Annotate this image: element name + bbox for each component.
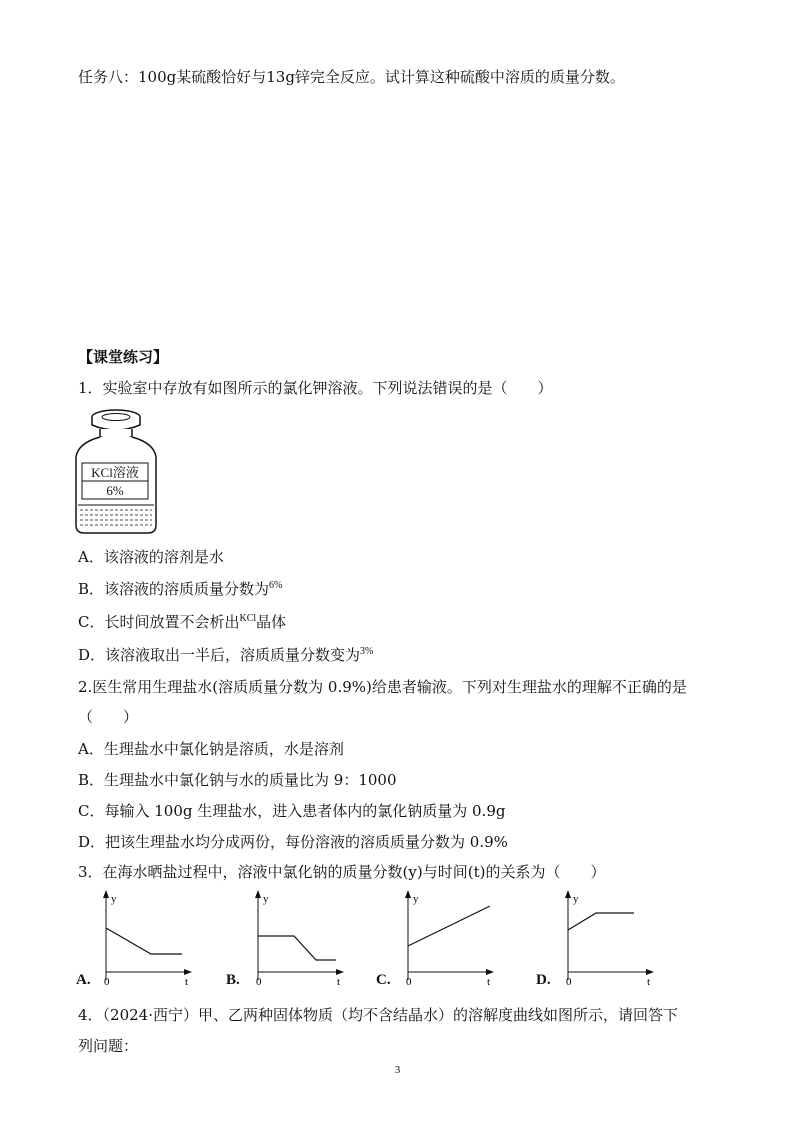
graph-b xyxy=(248,888,348,988)
bottle-label-percent: 6% xyxy=(106,483,124,498)
graph-c-label: C. xyxy=(376,972,391,988)
graph-b-t-label: t xyxy=(337,976,341,988)
q2-option-a: A．生理盐水中氯化钠是溶质，水是溶剂 xyxy=(78,740,344,758)
q2-option-c: C．每输入 100g 生理盐水，进入患者体内的氯化钠质量为 0.9g xyxy=(78,802,506,820)
graph-d-t-label: t xyxy=(647,976,651,988)
q2-stem: 2.医生常用生理盐水(溶质质量分数为 0.9%)给患者输液。下列对生理盐水的理解不正确的是 xyxy=(78,678,687,696)
q1-stem: 1．实验室中存放有如图所示的氯化钾溶液。下列说法错误的是（ ） xyxy=(78,379,553,397)
bottle-label-name: KCl溶液 xyxy=(91,465,139,480)
q1-option-c: C．长时间放置不会析出$^{KCl}$晶体 xyxy=(78,613,287,631)
graph-c-t-label: t xyxy=(487,976,491,988)
q1-option-b: B．该溶液的溶质质量分数为$^{6\%}$ xyxy=(78,580,283,598)
graph-d-origin: 0 xyxy=(566,976,572,988)
section-title: 【课堂练习】 xyxy=(78,348,169,366)
graph-a-label: A. xyxy=(76,972,91,988)
q2-paren: （ ） xyxy=(78,708,139,726)
kcl-bottle-illustration xyxy=(70,407,160,535)
q2-option-d: D．把该生理盐水均分成两份，每份溶液的溶质质量分数为 0.9% xyxy=(78,833,508,851)
q1-option-d: D．该溶液取出一半后，溶质质量分数变为$^{3\%}$ xyxy=(78,646,374,664)
graph-a-t-label: t xyxy=(185,976,189,988)
graph-a xyxy=(96,888,196,988)
graph-d-y-label: y xyxy=(573,893,579,905)
graph-b-label: B. xyxy=(226,972,240,988)
graph-a-y-label: y xyxy=(111,893,117,905)
q4-stem-line2: 列问题： xyxy=(78,1037,139,1055)
graph-d-label: D. xyxy=(536,972,551,988)
graph-c-y-label: y xyxy=(413,893,419,905)
q2-option-b: B．生理盐水中氯化钠与水的质量比为 9：1000 xyxy=(78,771,397,789)
page-number: 3 xyxy=(394,1064,401,1076)
q3-stem: 3．在海水晒盐过程中，溶液中氯化钠的质量分数(y)与时间(t)的关系为（ ） xyxy=(78,863,606,881)
task8-text: 任务八：100g某硫酸恰好与13g锌完全反应。试计算这种硫酸中溶质的质量分数。 xyxy=(78,68,625,86)
q4-stem-line1: 4．（2024·西宁）甲、乙两种固体物质（均不含结晶水）的溶解度曲线如图所示，请回答下 xyxy=(78,1006,678,1024)
graph-a-origin: 0 xyxy=(104,976,110,988)
graph-d xyxy=(558,888,658,988)
q1-option-a: A．该溶液的溶剂是水 xyxy=(78,548,224,566)
graph-c xyxy=(398,888,498,988)
graph-c-origin: 0 xyxy=(406,976,412,988)
graph-b-y-label: y xyxy=(263,893,269,905)
graph-b-origin: 0 xyxy=(256,976,262,988)
